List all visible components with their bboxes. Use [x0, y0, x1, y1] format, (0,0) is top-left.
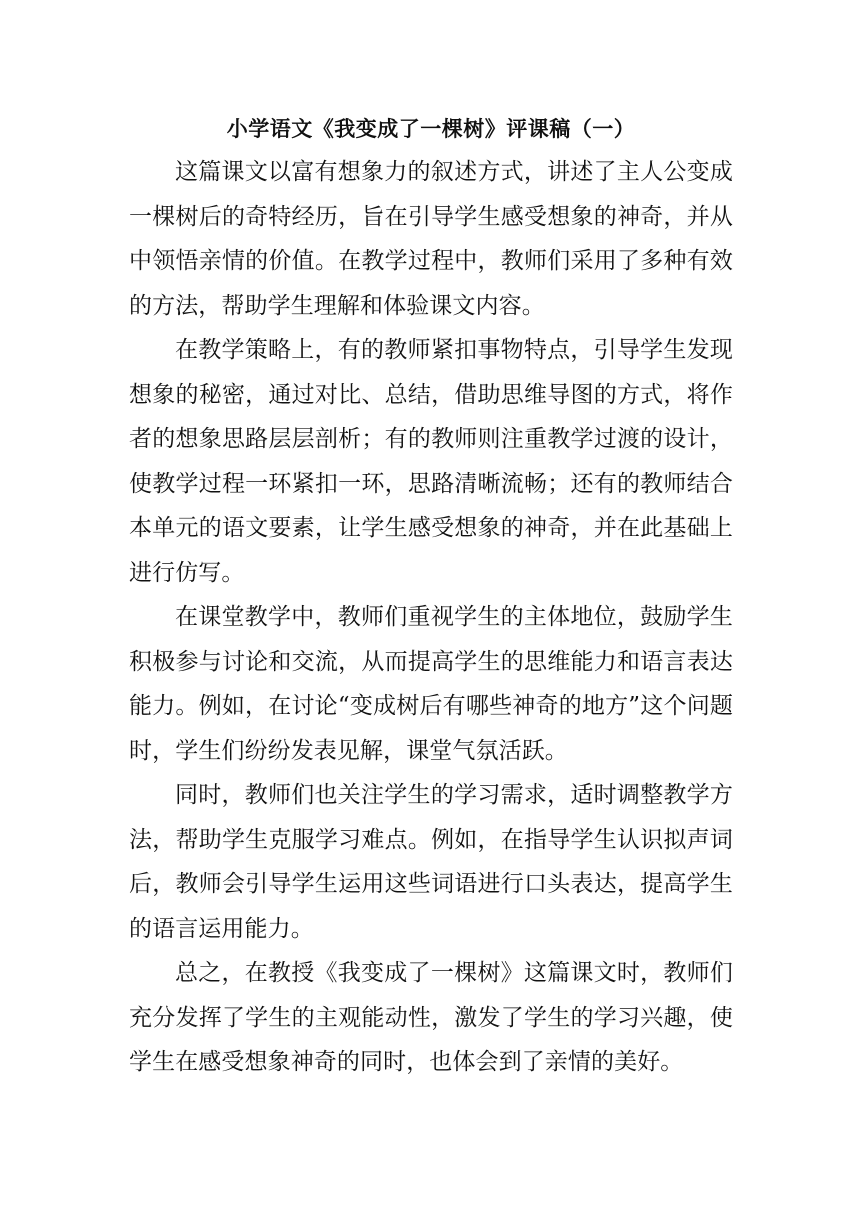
document-body: [129, 150, 733, 1085]
paragraph-learning-needs: 同时，教师们也关注学生的学习需求，适时调整教学方法，帮助学生克服学习难点。例如，在指导学生认识拟声词后，教师会引导学生运用这些词语进行口头表达，提高学生的语言运用能力。: [129, 782, 733, 942]
document-content: [129, 110, 733, 1085]
document-title: 小学语文《我变成了一棵树》评课稿（一）: [226, 116, 636, 141]
paragraph-teaching-strategy: 在教学策略上，有的教师紧扣事物特点，引导学生发现想象的秘密，通过对比、总结，借助思维导图的方式，将作者的想象思路层层剖析；有的教师则注重教学过渡的设计，使教学过程一环紧扣一环，思路清晰流畅；还有的教师结合本单元的语文要素，让学生感受想象的神奇，并在此基础上进行仿写。: [129, 337, 733, 586]
paragraph-introduction: 这篇课文以富有想象力的叙述方式，讲述了主人公变成一棵树后的奇特经历，旨在引导学生感受想象的神奇，并从中领悟亲情的价值。在教学过程中，教师们采用了多种有效的方法，帮助学生理解和体验课文内容。: [129, 159, 733, 319]
paragraph-conclusion: 总之，在教授《我变成了一棵树》这篇课文时，教师们充分发挥了学生的主观能动性，激发了学生的学习兴趣，使学生在感受想象神奇的同时，也体会到了亲情的美好。: [129, 960, 733, 1075]
paragraph-classroom-teaching: 在课堂教学中，教师们重视学生的主体地位，鼓励学生积极参与讨论和交流，从而提高学生的思维能力和语言表达能力。例如，在讨论“变成树后有哪些神奇的地方”这个问题时，学生们纷纷发表见解，课堂气氛活跃。: [129, 604, 733, 764]
